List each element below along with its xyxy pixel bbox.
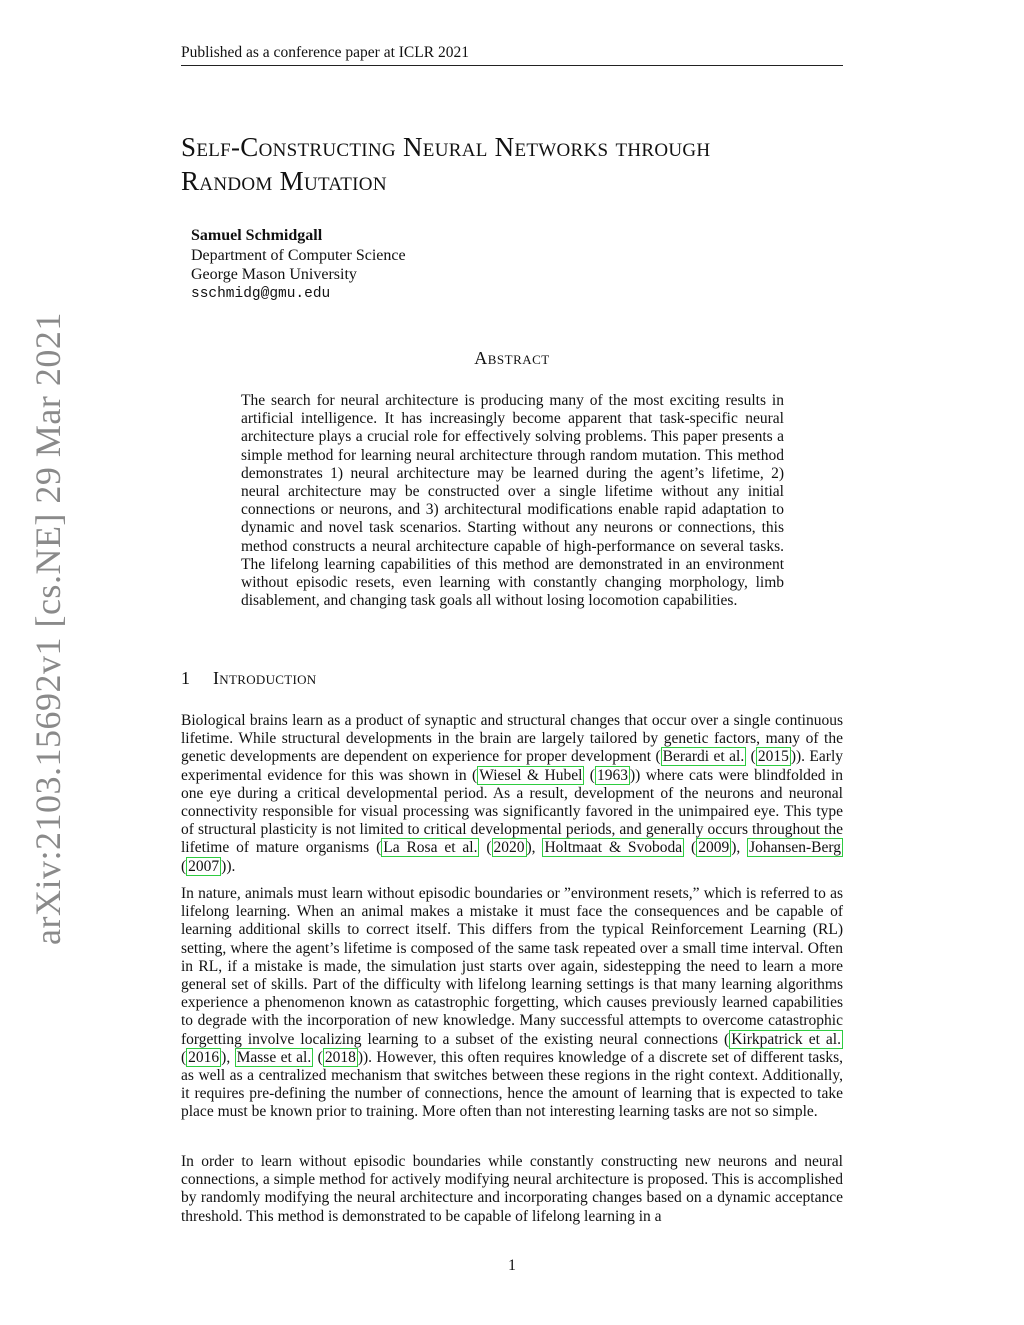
intro-paragraph-1: Biological brains learn as a product of synaptic and structural changes that occur over a single continuous lifetime. While structural developments in the brain are largely tailored by genetic factors, many of the genetic developments are dependent on experience for proper development ( Berardi et al. ( 2015 )). Early experimental evidence for this was shown in ( Wiesel & Hubel ( 1963 )) where cats were blindfolded in one eye during a critical developmental period. As a result, development of the neurons and neuronal connectivity responsible for visual processing was significantly favored in the unimpaired eye. This type of structural plasticity is not limited to critical developmental periods, and generally occurs throughout the lifetime of mature organisms ( La Rosa et al. ( 2020 ), Holtmaat & Svoboda ( 2009 ), Johansen-Berg ( 2007 )).	[181, 712, 844, 875]
section-number: 1	[181, 668, 191, 688]
citation-year-link[interactable]: 2015	[757, 748, 789, 766]
citation-link[interactable]: La Rosa et al.	[383, 839, 478, 857]
title-line-1: Self-Constructing Neural Networks through	[181, 132, 711, 162]
citation-link[interactable]: Wiesel & Hubel	[479, 766, 583, 784]
intro-paragraph-3: In order to learn without episodic boundaries while constantly constructing new neurons and neural connections, a simple method for actively modifying neural architecture is proposed. This is accomplished by randomly modifying the neural architecture and incorporating changes based on a dynamic acceptance threshold. This method is demonstrated to be capable of lifelong learning in a	[181, 1153, 843, 1225]
arxiv-identifier: arXiv:2103.15692v1 [cs.NE] 29 Mar 2021	[28, 312, 68, 945]
paper-title	[181, 130, 851, 198]
abstract-text: The search for neural architecture is producing many of the most exciting results in artificial intelligence. It has increasingly become apparent that task-specific neural architecture plays a crucial role for effectively solving problems. This paper presents a simple method for learning neural architecture through random mutation. This method demonstrates 1) neural architecture may be learned during the agent’s lifetime, 2) neural architecture may be constructed over a single lifetime without any initial connections or neurons, and 3) architectural modifications enable rapid adaptation to dynamic and novel task scenarios. Starting without any neurons or connections, this method constructs a neural architecture capable of high-performance on several tasks. The lifelong learning capabilities of this method are demonstrated in an environment without episodic resets, even learning with constantly changing morphology, limb disablement, and changing task goals all without losing locomotion capabilities.	[241, 392, 784, 610]
citation-link[interactable]: Kirkpatrick et al.	[731, 1030, 841, 1048]
citation-year-link[interactable]: 2007	[188, 857, 220, 875]
running-header: Published as a conference paper at ICLR 2021	[181, 44, 469, 61]
author-block	[191, 226, 406, 304]
author-department: Department of Computer Science	[191, 246, 406, 264]
citation-link[interactable]: Holtmaat & Svoboda	[544, 839, 683, 857]
citation-link[interactable]: Masse et al.	[236, 1048, 312, 1066]
author-email[interactable]: sschmidg@gmu.edu	[191, 285, 331, 302]
author-university: George Mason University	[191, 266, 357, 283]
citation-link[interactable]: Johansen-Berg	[749, 839, 841, 857]
citation-link[interactable]: Berardi et al.	[662, 748, 745, 766]
section-heading-introduction	[181, 668, 316, 689]
citation-year-link[interactable]: 2020	[493, 839, 525, 857]
citation-year-link[interactable]: 2009	[698, 839, 730, 857]
intro-paragraph-2: In nature, animals must learn without episodic boundaries or ”environment resets,” which is referred to as lifelong learning. When an animal makes a mistake it must face the consequences and be capable of learning additional skills to correct itself. This differs from the typical Reinforcement Learning (RL) setting, where the agent’s lifetime is composed of the same task repeated over a small time interval. Often in RL, if a mistake is made, the simulation just starts over again, sidestepping the need to learn a more general set of skills. Part of the difficulty with lifelong learning settings is that many learning algorithms experience a phenomenon known as catastrophic forgetting, which causes previously learned capabilities to degrade with the incorporation of new knowledge. Many successful attempts to overcome catastrophic forgetting involve localizing learning to a subset of the existing neural connections ( Kirkpatrick et al. ( 2016 ), Masse et al. ( 2018 )). However, this often requires knowledge of a discrete set of different tasks, as well as a centralized mechanism that switches between these regions in the right context. Additionally, it requires pre-defining the number of connections, hence the amount of learning that is expected to take place must be known prior to training. More often than not interesting learning tasks are not so simple.	[181, 885, 843, 1121]
header-divider	[181, 65, 843, 66]
page-number: 1	[508, 1257, 516, 1274]
author-name: Samuel Schmidgall	[191, 227, 323, 244]
citation-year-link[interactable]: 1963	[596, 766, 628, 784]
citation-year-link[interactable]: 2016	[188, 1048, 220, 1066]
abstract-heading: Abstract	[474, 348, 550, 368]
section-title: Introduction	[213, 668, 317, 688]
citation-year-link[interactable]: 2018	[324, 1048, 356, 1066]
title-line-2: Random Mutation	[181, 166, 387, 196]
